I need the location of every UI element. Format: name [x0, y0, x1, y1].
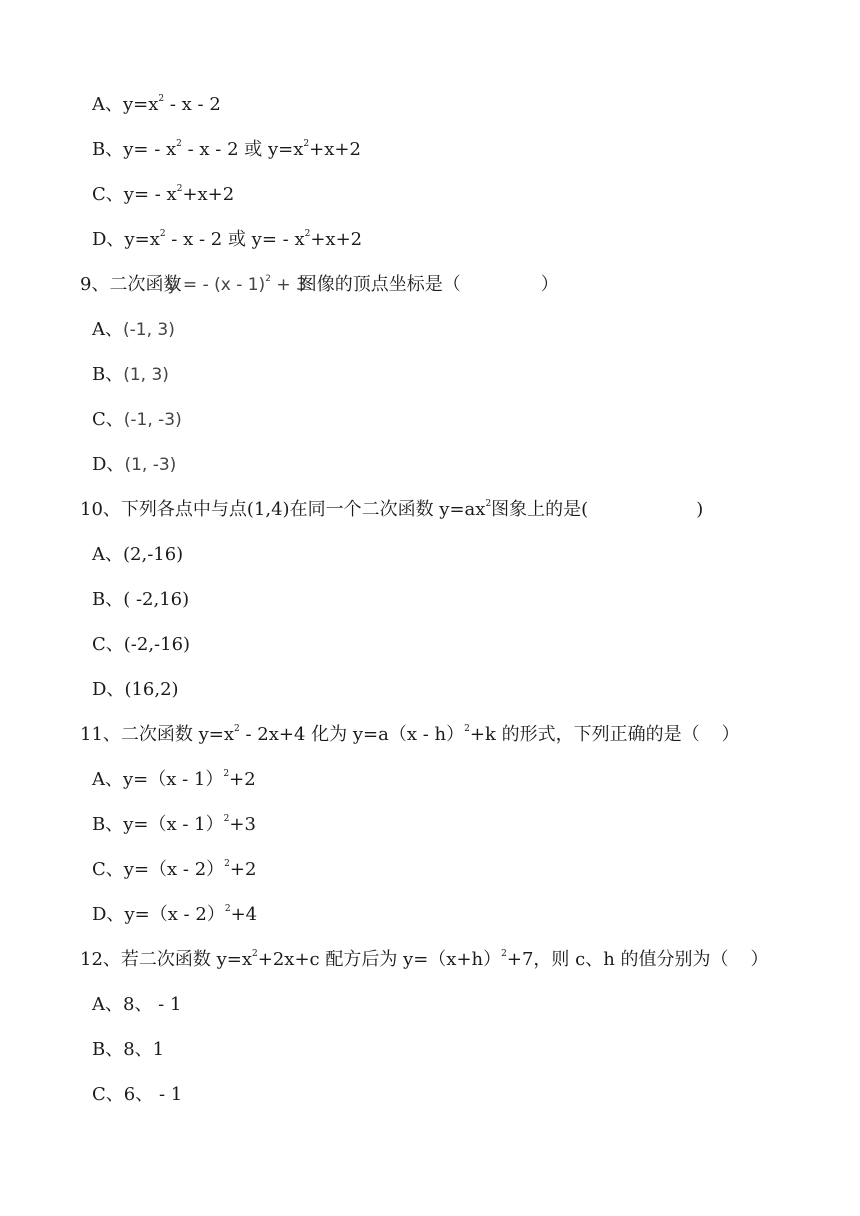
option-text: y=（x - 2） — [123, 859, 225, 880]
option-text: y=x — [124, 229, 160, 250]
option-label: B、 — [92, 364, 124, 385]
option-math: (1, 3) — [123, 365, 169, 385]
exponent: 2 — [304, 229, 311, 239]
exponent: 2 — [485, 499, 492, 509]
option-label: A、 — [92, 544, 123, 565]
option-text: (-2,-16) — [123, 634, 191, 655]
option-text: 8、1 — [123, 1039, 165, 1060]
option-text: 6、 - 1 — [123, 1084, 183, 1105]
question-12-stem — [80, 949, 769, 971]
q12-option-c — [92, 1084, 182, 1106]
option-text: ( -2,16) — [123, 589, 190, 610]
q9-option-c — [92, 409, 182, 431]
question-text: 图像的顶点坐标是（ — [298, 274, 461, 295]
option-text: +4 — [230, 904, 258, 925]
q9-option-d — [92, 454, 176, 476]
exponent: 2 — [223, 769, 230, 779]
q9-option-b — [92, 364, 169, 386]
option-text: - x - 2 或 y=x — [181, 139, 304, 160]
exponent: 2 — [158, 94, 165, 104]
option-text: +x+2 — [182, 184, 235, 205]
option-text: - x - 2 或 y= - x — [165, 229, 305, 250]
question-10-stem — [80, 499, 703, 521]
question-text: 9、二次函数 — [80, 274, 182, 295]
formula-text: + 3 — [270, 275, 307, 295]
option-text: (2,-16) — [123, 544, 184, 565]
exponent: 2 — [464, 724, 470, 734]
formula-text: y = - (x - 1) — [167, 275, 266, 295]
question-11-stem — [80, 724, 740, 746]
question-text: 图象上的是( — [491, 499, 589, 520]
question-text: 11、二次函数 y=x — [80, 724, 235, 745]
option-text: +2 — [229, 769, 256, 790]
option-label: C、 — [92, 1084, 124, 1105]
option-label: B、 — [92, 589, 124, 610]
q8-option-a — [92, 94, 221, 116]
question-text: - 2x+4 化为 y=a（x - h） — [239, 724, 465, 745]
option-text: y= - x — [123, 184, 177, 205]
math-formula — [167, 275, 306, 295]
option-label: D、 — [92, 229, 125, 250]
option-text: y=x — [123, 94, 159, 115]
option-text: y=（x - 2） — [124, 904, 225, 925]
question-text: ） — [750, 949, 769, 970]
question-text: ) — [696, 499, 704, 520]
option-text: +x+2 — [309, 139, 361, 160]
exponent: 2 — [234, 724, 240, 734]
exponent: 2 — [176, 139, 182, 149]
option-label: C、 — [92, 409, 124, 430]
question-text: ） — [721, 724, 740, 745]
q12-option-b — [92, 1039, 164, 1061]
q11-option-a — [92, 769, 256, 791]
q8-option-c — [92, 184, 234, 206]
option-label: A、 — [92, 769, 123, 790]
option-text: +3 — [229, 814, 256, 835]
option-text: +2 — [229, 859, 257, 880]
option-label: D、 — [92, 679, 125, 700]
q10-option-b — [92, 589, 189, 611]
exponent: 2 — [223, 814, 230, 824]
question-text: +k 的形式，下列正确的是（ — [469, 724, 700, 745]
q8-option-b — [92, 139, 361, 161]
q10-option-d — [92, 679, 179, 701]
option-label: C、 — [92, 859, 124, 880]
exponent: 2 — [176, 184, 183, 194]
option-label: B、 — [92, 139, 124, 160]
q9-option-a — [92, 319, 175, 341]
question-text: 10、下列各点中与点(1,4)在同一个二次函数 y=ax — [80, 499, 486, 520]
option-text: y= - x — [123, 139, 177, 160]
option-math: (-1, 3) — [123, 320, 175, 340]
exponent: 2 — [252, 949, 258, 959]
option-text: - x - 2 — [164, 94, 221, 115]
option-text: y=（x - 1） — [123, 769, 224, 790]
question-text: 12、若二次函数 y=x — [80, 949, 253, 970]
exponent: 2 — [303, 139, 310, 149]
q10-option-a — [92, 544, 183, 566]
option-label: B、 — [92, 1039, 124, 1060]
option-label: A、 — [92, 994, 123, 1015]
exponent: 2 — [224, 904, 231, 914]
question-9-stem — [80, 274, 559, 296]
question-text: +7，则 c、h 的值分别为（ — [506, 949, 729, 970]
option-label: A、 — [92, 319, 123, 340]
option-label: A、 — [92, 94, 123, 115]
question-text: +2x+c 配方后为 y=（x+h） — [257, 949, 502, 970]
option-text: y=（x - 1） — [123, 814, 224, 835]
question-text: ） — [540, 274, 559, 295]
option-text: (16,2) — [124, 679, 179, 700]
option-math: (1, -3) — [124, 455, 177, 475]
q8-option-d — [92, 229, 362, 251]
option-math: (-1, -3) — [123, 410, 182, 430]
exponent: 2 — [224, 859, 230, 869]
exponent: 2 — [501, 949, 507, 959]
option-label: D、 — [92, 454, 125, 475]
q11-option-b — [92, 814, 256, 836]
q11-option-c — [92, 859, 256, 881]
q12-option-a — [92, 994, 181, 1016]
option-label: D、 — [92, 904, 125, 925]
option-text: +x+2 — [310, 229, 363, 250]
option-label: B、 — [92, 814, 124, 835]
exponent: 2 — [265, 274, 271, 284]
q11-option-d — [92, 904, 257, 926]
exponent: 2 — [159, 229, 166, 239]
option-text: 8、 - 1 — [123, 994, 182, 1015]
q10-option-c — [92, 634, 190, 656]
option-label: C、 — [92, 634, 124, 655]
option-label: C、 — [92, 184, 124, 205]
